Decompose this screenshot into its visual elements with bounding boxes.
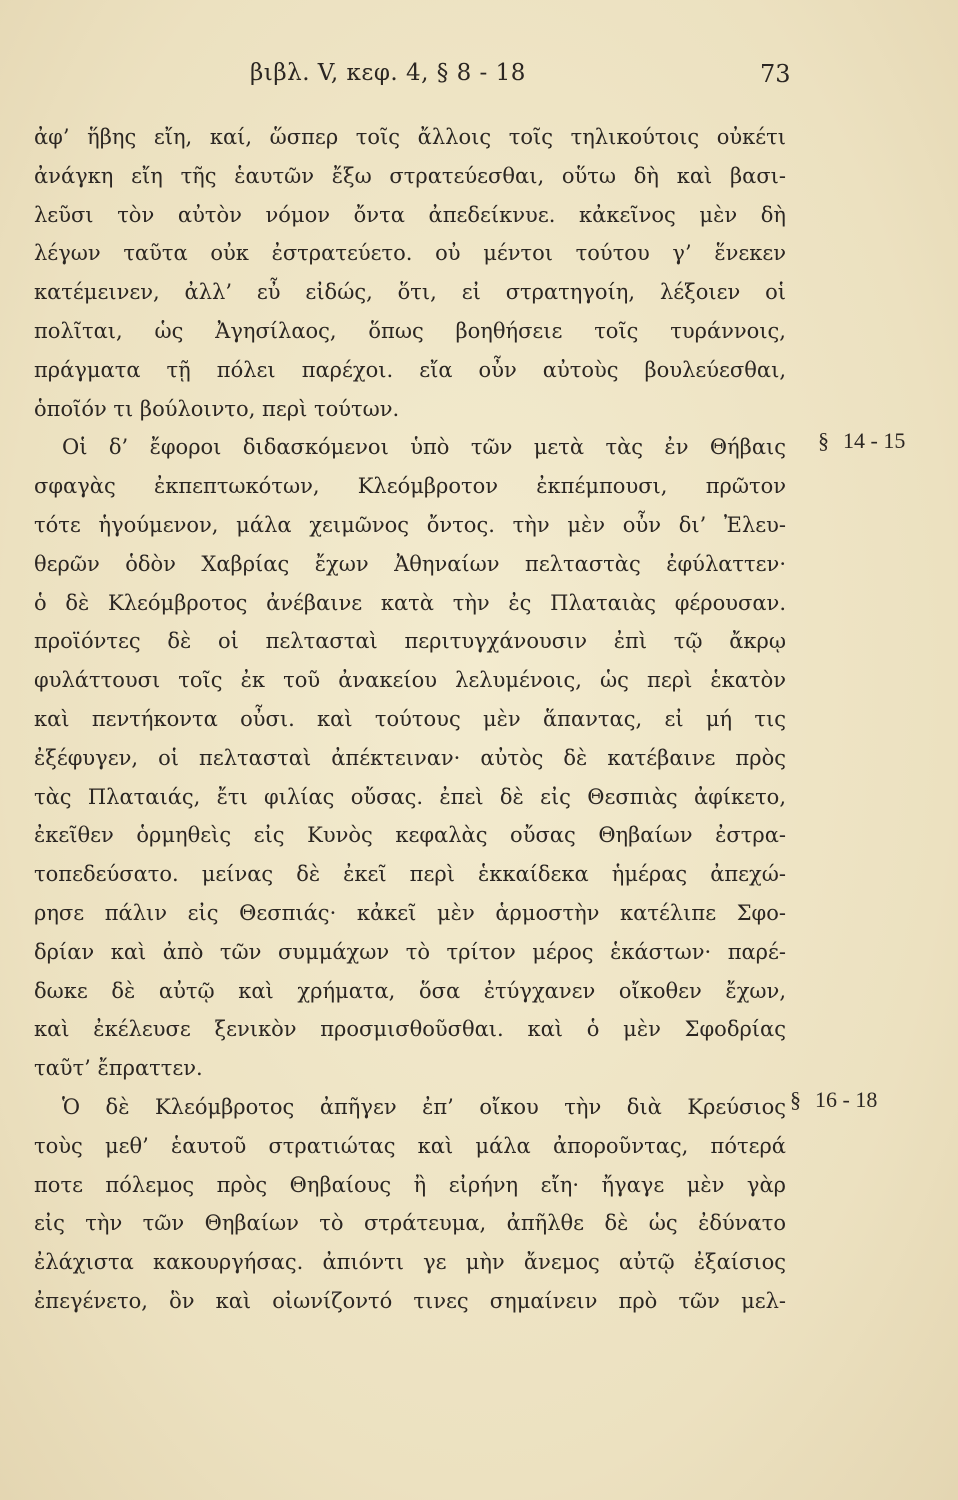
text-line: κατέμεινεν, ἀλλ’ εὖ εἰδώς, ὅτι, εἰ στρατηγοίη, λέξοιεν οἱ bbox=[34, 280, 786, 305]
section-range: 16 - 18 bbox=[815, 1087, 878, 1112]
text-line: Οἱ δ’ ἔφοροι διδασκόμενοι ὑπὸ τῶν μετὰ τὰς ἐν Θήβαις bbox=[62, 435, 786, 460]
text-line: ἀνάγκη εἴη τῆς ἑαυτῶν ἔξω στρατεύεσθαι, οὕτω δὴ καὶ βασι- bbox=[34, 163, 786, 188]
text-line: λεῦσι τὸν αὐτὸν νόμον ὄντα ἀπεδείκνυε. κἀκεῖνος μὲν δὴ bbox=[34, 202, 786, 227]
section-range: 14 - 15 bbox=[843, 428, 906, 453]
section-sign: § bbox=[790, 1087, 801, 1112]
text-line: Ὁ δὲ Κλεόμβροτος ἀπῆγεν ἐπ’ οἴκου τὴν διὰ Κρεύσιος bbox=[62, 1094, 786, 1119]
text-line: τὰς Πλαταιάς, ἔτι φιλίας οὔσας. ἐπεὶ δὲ εἰς Θεσπιὰς ἀφίκετο, bbox=[34, 784, 786, 809]
text-line: ἀφ’ ἥβης εἴη, καί, ὥσπερ τοῖς ἄλλοις τοῖς τηλικούτοις οὐκέτι bbox=[34, 125, 786, 149]
running-head: βιβλ. V, κεφ. 4, § 8 - 18 bbox=[250, 60, 526, 86]
text-line: ταῦτ’ ἔπραττεν. bbox=[34, 1056, 203, 1081]
section-sidenote bbox=[818, 428, 905, 454]
text-line: λέγων ταῦτα οὐκ ἐστρατεύετο. οὐ μέντοι τούτου γ’ ἕνεκεν bbox=[34, 241, 786, 266]
text-line: καὶ ἐκέλευσε ξενικὸν προσμισθοῦσθαι. καὶ ὁ μὲν Σφοδρίας bbox=[34, 1017, 786, 1042]
page-header bbox=[0, 60, 958, 96]
text-line: πολῖται, ὡς Ἀγησίλαος, ὅπως βοηθήσειε τοῖς τυράννοις, bbox=[34, 318, 786, 343]
text-line: θερῶν ὁδὸν Χαβρίας ἔχων Ἀθηναίων πελταστὰς ἐφύλαττεν· bbox=[34, 551, 786, 576]
text-line: εἰς τὴν τῶν Θηβαίων τὸ στράτευμα, ἀπῆλθε δὲ ὡς ἐδύνατο bbox=[34, 1211, 786, 1236]
body-text bbox=[34, 118, 786, 1321]
text-line: ρησε πάλιν εἰς Θεσπιάς· κἀκεῖ μὲν ἁρμοστὴν κατέλιπε Σφο- bbox=[34, 900, 786, 925]
text-line: ἐξέφυγεν, οἱ πελτασταὶ ἀπέκτειναν· αὐτὸς δὲ κατέβαινε πρὸς bbox=[34, 745, 786, 770]
text-line: δρίαν καὶ ἀπὸ τῶν συμμάχων τὸ τρίτον μέρος ἑκάστων· παρέ- bbox=[34, 939, 786, 964]
text-line: πράγματα τῇ πόλει παρέχοι. εἴα οὖν αὐτοὺς βουλεύεσθαι, bbox=[34, 357, 786, 382]
text-line: τοὺς μεθ’ ἑαυτοῦ στρατιώτας καὶ μάλα ἀποροῦντας, πότερά bbox=[34, 1133, 786, 1158]
text-line: τότε ἡγούμενον, μάλα χειμῶνος ὄντος. τὴν μὲν οὖν δι’ Ἐλευ- bbox=[34, 512, 786, 537]
section-sidenote bbox=[790, 1087, 877, 1113]
text-line: ἐλάχιστα κακουργήσας. ἀπιόντι γε μὴν ἄνεμος αὐτῷ ἐξαίσιος bbox=[34, 1250, 786, 1275]
page-number: 73 bbox=[760, 60, 791, 88]
text-line: ἐκεῖθεν ὁρμηθεὶς εἰς Κυνὸς κεφαλὰς οὔσας Θηβαίων ἐστρα- bbox=[34, 823, 786, 848]
text-line: προϊόντες δὲ οἱ πελτασταὶ περιτυγχάνουσιν ἐπὶ τῷ ἄκρῳ bbox=[34, 629, 786, 654]
text-line: ποτε πόλεμος πρὸς Θηβαίους ἢ εἰρήνη εἴη· ἤγαγε μὲν γὰρ bbox=[34, 1172, 786, 1197]
text-line: τοπεδεύσατο. μείνας δὲ ἐκεῖ περὶ ἑκκαίδεκα ἡμέρας ἀπεχώ- bbox=[34, 862, 786, 887]
text-line: φυλάττουσι τοῖς ἐκ τοῦ ἀνακείου λελυμένοις, ὡς περὶ ἑκατὸν bbox=[34, 668, 786, 693]
text-line: καὶ πεντήκοντα οὖσι. καὶ τούτους μὲν ἅπαντας, εἰ μή τις bbox=[34, 706, 786, 731]
text-line: ἐπεγένετο, ὃν καὶ οἰωνίζοντό τινες σημαίνειν πρὸ τῶν μελ- bbox=[34, 1288, 786, 1313]
text-line: σφαγὰς ἐκπεπτωκότων, Κλεόμβροτον ἐκπέμπουσι, πρῶτον bbox=[34, 474, 786, 499]
text-line: δωκε δὲ αὐτῷ καὶ χρήματα, ὅσα ἐτύγχανεν οἴκοθεν ἔχων, bbox=[34, 978, 786, 1003]
section-sign: § bbox=[818, 428, 829, 453]
text-line: ὁποῖόν τι βούλοιντο, περὶ τούτων. bbox=[34, 396, 400, 421]
text-line: ὁ δὲ Κλεόμβροτος ἀνέβαινε κατὰ τὴν ἐς Πλαταιὰς φέρουσαν. bbox=[34, 590, 786, 615]
